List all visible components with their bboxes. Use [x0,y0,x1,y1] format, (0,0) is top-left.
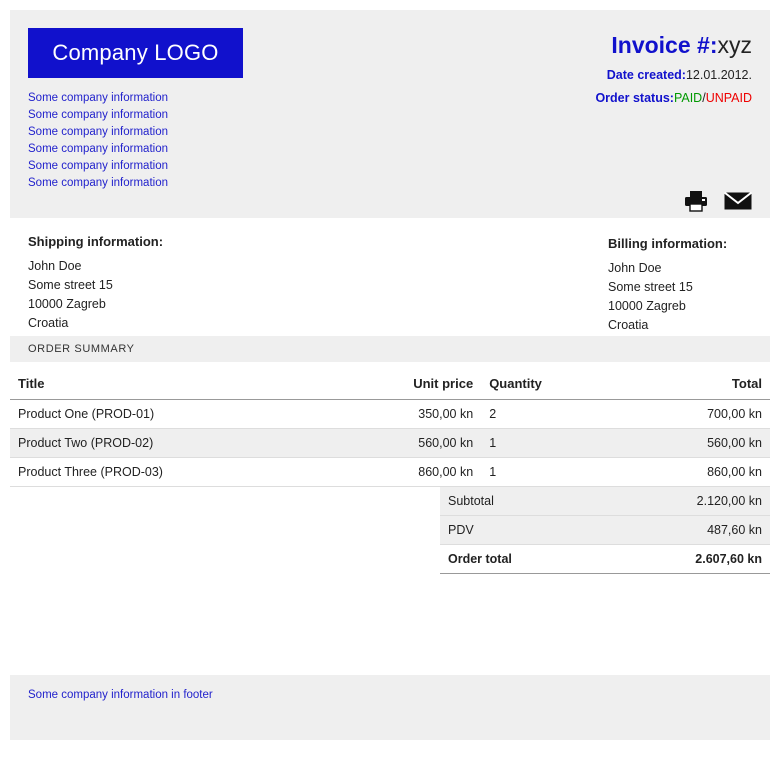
invoice-number-value: xyz [717,32,752,58]
date-created-value: 12.01.2012. [685,68,752,82]
tax-label: PDV [440,516,602,545]
order-status-label: Order status: [595,91,674,105]
shipping-line: 10000 Zagreb [28,297,106,311]
totals-row [440,516,770,545]
table-row [10,400,770,429]
address-section [10,218,770,336]
status-unpaid-option[interactable]: UNPAID [705,91,752,105]
item-title: Product Three (PROD-03) [10,458,329,487]
tax-value: 487,60 kn [602,516,770,545]
table-row [10,458,770,487]
invoice-meta [595,32,752,105]
status-paid-option[interactable]: PAID [673,91,703,105]
company-info-line[interactable]: Some company information [28,126,168,138]
column-header-unit-price: Unit price [329,372,481,400]
company-info-line[interactable]: Some company information [28,92,168,104]
billing-line: John Doe [608,261,662,275]
company-logo: Company LOGO [28,28,243,78]
shipping-line: Some street 15 [28,278,113,292]
item-title: Product One (PROD-01) [10,400,329,429]
table-row [10,429,770,458]
invoice-number-line [595,32,752,59]
header-actions [684,190,752,212]
column-header-quantity: Quantity [481,372,610,400]
company-info-line[interactable]: Some company information [28,177,168,189]
billing-line: Some street 15 [608,280,693,294]
date-created-label: Date created: [606,68,686,82]
billing-line: 10000 Zagreb [608,299,686,313]
billing-line: Croatia [608,318,649,332]
item-unit-price: 350,00 kn [329,400,481,429]
order-total-value: 2.607,60 kn [602,545,770,574]
column-header-total: Total [610,372,770,400]
order-total-row [440,545,770,574]
shipping-line: Croatia [28,316,69,330]
envelope-icon[interactable] [724,191,752,211]
order-total-label: Order total [440,545,602,574]
billing-title: Billing information: [608,236,728,251]
column-header-title: Title [10,372,329,400]
order-items-table [10,372,770,487]
item-title: Product Two (PROD-02) [10,429,329,458]
company-info-line[interactable]: Some company information [28,143,168,155]
item-quantity: 1 [481,429,610,458]
invoice-header [10,10,770,218]
company-info-line[interactable]: Some company information [28,160,168,172]
shipping-title: Shipping information: [28,234,164,249]
status-separator: / [702,91,706,105]
subtotal-value: 2.120,00 kn [602,487,770,516]
order-summary-header: ORDER SUMMARY [10,336,770,362]
item-total: 560,00 kn [610,429,770,458]
invoice-footer [10,675,770,740]
subtotal-label: Subtotal [440,487,602,516]
table-header-row [10,372,770,400]
shipping-line: John Doe [28,259,82,273]
date-created-line [595,68,752,82]
printer-icon[interactable] [684,190,708,212]
item-unit-price: 860,00 kn [329,458,481,487]
company-information-list [28,90,752,192]
item-total: 860,00 kn [610,458,770,487]
item-quantity: 1 [481,458,610,487]
footer-company-info[interactable]: Some company information in footer [28,689,213,701]
company-info-line[interactable]: Some company information [28,109,168,121]
totals-row [440,487,770,516]
totals-section [10,487,770,574]
item-quantity: 2 [481,400,610,429]
billing-information [608,236,727,335]
item-total: 700,00 kn [610,400,770,429]
order-status-line [595,91,752,105]
item-unit-price: 560,00 kn [329,429,481,458]
invoice-number-label: Invoice #: [611,32,718,58]
totals-table [440,487,770,574]
